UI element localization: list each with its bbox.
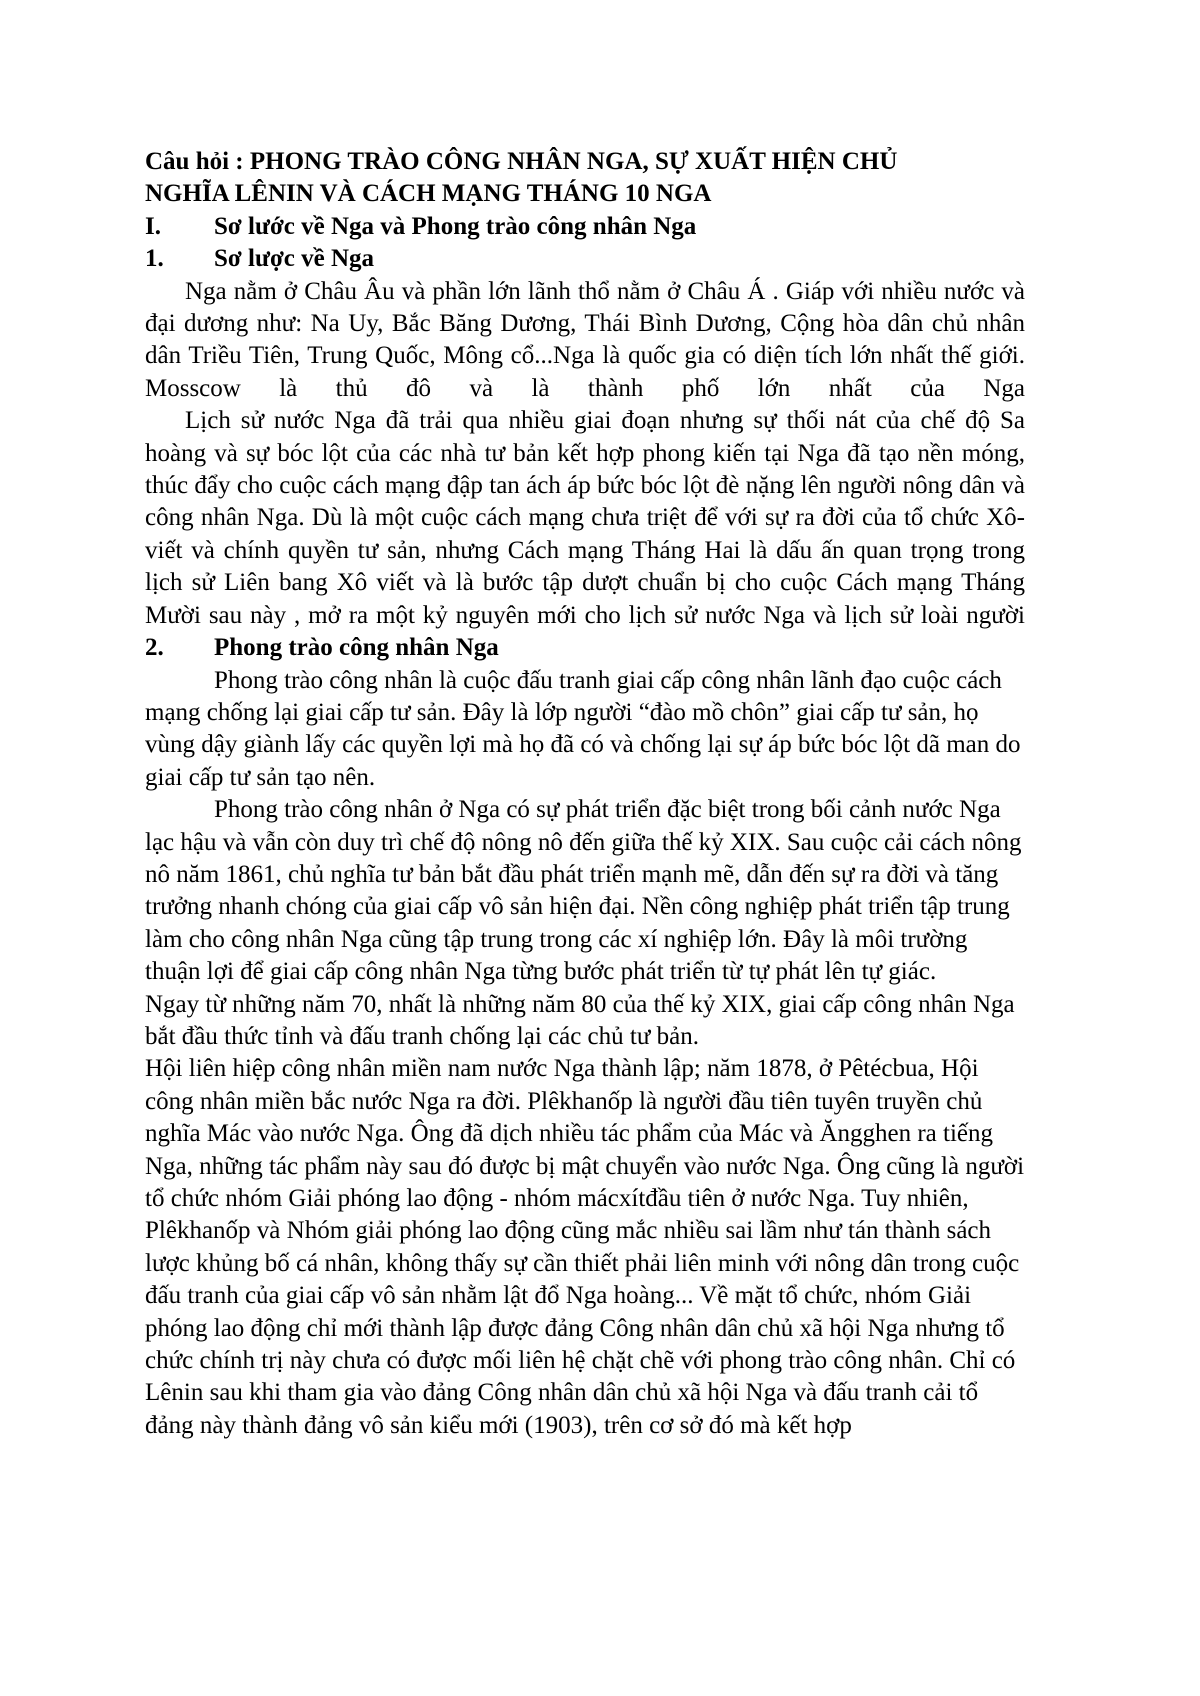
title-line-1: Câu hỏi : PHONG TRÀO CÔNG NHÂN NGA, SỰ XUẤT HIỆN CHỦ bbox=[145, 148, 898, 175]
section-title: Sơ lước về Nga và Phong trào công nhân Nga bbox=[214, 212, 697, 240]
subsection-number: 1. bbox=[145, 245, 164, 273]
paragraph-workers-movement: Phong trào công nhân là cuộc đấu tranh giai cấp công nhân lãnh đạo cuộc cách mạng chống lại giai cấp tư sản. Đây là lớp người “đào mồ chôn” giai cấp tư sản, họ vùng dậy giành lấy các quyền lợi mà họ đã có và chống lại sự áp bức bóc lột dã man do giai cấp tư sản tạo nên. bbox=[145, 666, 1021, 791]
document-body bbox=[145, 146, 1025, 1442]
subsection-number: 2. bbox=[145, 634, 164, 662]
subsection-heading-2 bbox=[145, 632, 1025, 664]
section-number: I. bbox=[145, 212, 161, 240]
paragraph-organizations: Hội liên hiệp công nhân miền nam nước Nga thành lập; năm 1878, ở Pêtécbua, Hội công nhân miền bắc nước Nga ra đời. Plêkhanốp là người đầu tiên tuyên truyền chủ nghĩa Mác vào nước Nga. Ông đã dịch nhiều tác phẩm của Mác và Ăngghen ra tiếng Nga, những tác phẩm này sau đó được bị mật chuyển vào nước Nga. Ông cũng là người tổ chức nhóm Giải phóng lao động - nhóm mácxítđầu tiên ở nước Nga. Tuy nhiên, Plêkhanốp và Nhóm giải phóng lao động cũng mắc nhiều sai lầm như tán thành sách lược khủng bố cá nhân, không thấy sự cần thiết phải liên minh với nông dân trong cuộc đấu tranh của giai cấp vô sản nhằm lật đổ Nga hoàng... Về mặt tổ chức, nhóm Giải phóng lao động chỉ mới thành lập được đảng Công nhân dân chủ xã hội Nga nhưng tổ chức chính trị này chưa có được mối liên hệ chặt chẽ với phong trào công nhân. Chỉ có Lênin sau khi tham gia vào đảng Công nhân dân chủ xã hội Nga và đấu tranh cải tổ đảng này thành đảng vô sản kiểu mới (1903), trên cơ sở đó mà kết hợp bbox=[145, 1055, 1025, 1439]
paragraph-history: Lịch sử nước Nga đã trải qua nhiều giai đoạn nhưng sự thối nát của chế độ Sa hoàng và sự bóc lột của các nhà tư bản kết hợp phong kiến tại Nga đã tạo nền móng, thúc đẩy cho cuộc cách mạng đập tan ách áp bức bóc lột đè nặng lên người nông dân và công nhân Nga. Dù là một cuộc cách mạng chưa triệt để với sự ra đời của tổ chức Xô-viết và chính quyền tư sản, nhưng Cách mạng Tháng Hai là dấu ấn quan trọng trong lịch sử Liên bang Xô viết và là bước tập dượt chuẩn bị cho cuộc Cách mạng Tháng Mười sau này , mở ra một kỷ nguyên mới cho lịch sử nước Nga và lịch sử loài người bbox=[145, 407, 1025, 629]
subsection-heading-1 bbox=[145, 243, 1025, 275]
paragraph-workers-in-russia: Phong trào công nhân ở Nga có sự phát triển đặc biệt trong bối cảnh nước Nga lạc hậu và vẫn còn duy trì chế độ nông nô đến giữa thế kỷ XIX. Sau cuộc cải cách nông nô năm 1861, chủ nghĩa tư bản bắt đầu phát triển mạnh mẽ, dẫn đến sự ra đời và tăng trưởng nhanh chóng của giai cấp vô sản hiện đại. Nền công nghiệp phát triển tập trung làm cho công nhân Nga cũng tập trung trong các xí nghiệp lớn. Đây là môi trường thuận lợi để giai cấp công nhân Nga từng bước phát triển từ tự phát lên tự giác. bbox=[145, 796, 1022, 986]
subsection-title: Phong trào công nhân Nga bbox=[214, 634, 499, 662]
title-line-2: NGHĨA LÊNIN VÀ CÁCH MẠNG THÁNG 10 NGA bbox=[145, 180, 712, 208]
section-heading-1 bbox=[145, 211, 1025, 243]
subsection-title: Sơ lược về Nga bbox=[214, 245, 375, 273]
paragraph-awakening: Ngay từ những năm 70, nhất là những năm 80 của thế kỷ XIX, giai cấp công nhân Nga bắt đầu thức tỉnh và đấu tranh chống lại các chủ tư bản. bbox=[145, 990, 1015, 1050]
paragraph-geography: Nga nằm ở Châu Âu và phần lớn lãnh thổ nằm ở Châu Á . Giáp với nhiều nước và đại dương như: Na Uy, Bắc Băng Dương, Thái Bình Dương, Cộng hòa dân chủ nhân dân Triều Tiên, Trung Quốc, Mông cổ...Nga là quốc gia có diện tích lớn nhất thế giới. Mosscow là thủ đô và là thành phố lớn nhất của Nga bbox=[145, 277, 1025, 402]
document-title bbox=[145, 146, 1025, 211]
